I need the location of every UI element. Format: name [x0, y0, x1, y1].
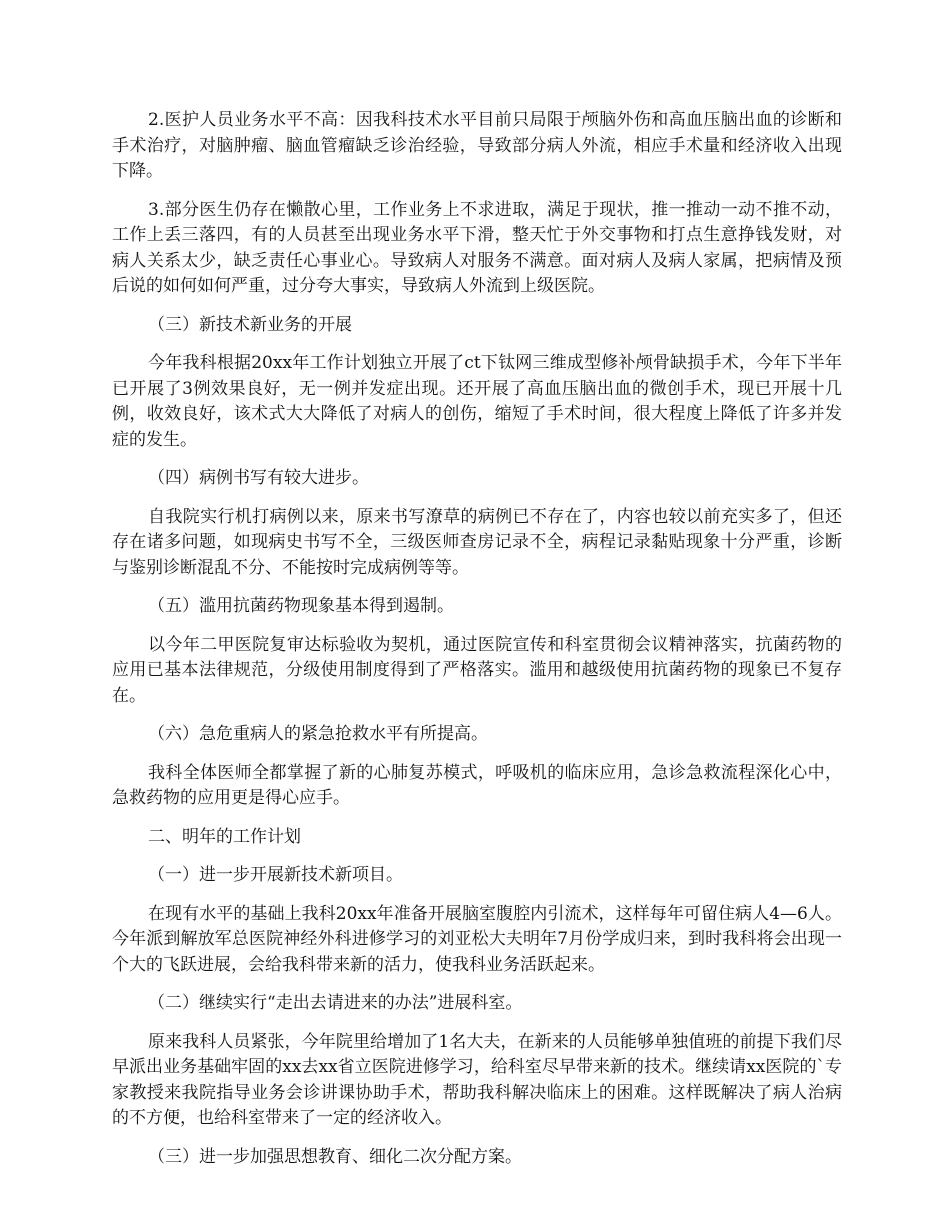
- section-heading-antibiotics: （五）滥用抗菌药物现象基本得到遏制。: [148, 596, 454, 616]
- paragraph-new-technology: 今年我科根据20xx年工作计划独立开展了ct下钛网三维成型修补颅骨缺损手术，今年下半年已开展了3例效果良好，无一例并发症出现。还开展了高血压脑出血的微创手术，现已开展十几例，收效良好，该术式大大降低了对病人的创伤，缩短了手术时间，很大程度上降低了许多并发症的发生。: [112, 353, 842, 450]
- paragraph-new-projects: 在现有水平的基础上我科20xx年准备开展脑室腹腔内引流术，这样每年可留住病人4—6人。今年派到解放军总医院神经外科进修学习的刘亚松大夫明年7月份学成归来，到时我科将会出现一个大的飞跃进展，会给我科带来新的活力，使我科业务活跃起来。: [112, 903, 842, 975]
- section-heading-new-projects: （一）进一步开展新技术新项目。: [148, 865, 403, 885]
- paragraph-staff-skill-level: 2.医护人员业务水平不高：因我科技术水平目前只局限于颅脑外伤和高血压脑出血的诊断和手术治疗，对脑肿瘤、脑血管瘤缺乏诊治经验，导致部分病人外流，相应手术量和经济收入出现下降。: [112, 110, 842, 181]
- paragraph-antibiotics: 以今年二甲医院复审达标验收为契机，通过医院宣传和科室贯彻会议精神落实，抗菌药物的应用已基本法律规范，分级使用制度得到了严格落实。滥用和越级使用抗菌药物的现象已不复存在。: [112, 634, 842, 706]
- section-heading-case-writing: （四）病例书写有较大进步。: [148, 468, 369, 488]
- section-heading-next-year-plan: 二、明年的工作计划: [148, 826, 301, 847]
- paragraph-go-out-invite-in: 原来我科人员紧张，今年院里给增加了1名大夫，在新来的人员能够单独值班的前提下我们尽早派出业务基础牢固的xx去xx省立医院进修学习，给科室尽早带来新的技术。继续请xx医院的`专家教授来我院指导业务会诊讲课协助手术，帮助我科解决临床上的困难。这样既解决了病人治病的不方便，也给科室带来了一定的经济收入。: [112, 1031, 842, 1128]
- section-heading-emergency-rescue: （六）急危重病人的紧急抢救水平有所提高。: [148, 724, 488, 744]
- paragraph-emergency-rescue: 我科全体医师全都掌握了新的心肺复苏模式，呼吸机的临床应用，急诊急救流程深化心中，急救药物的应用更是得心应手。: [112, 762, 842, 808]
- paragraph-doctor-attitude: 3.部分医生仍存在懒散心里，工作业务上不求进取，满足于现状，推一推动一动不推不动，工作上丢三落四，有的人员甚至出现业务水平下滑，整天忙于外交事物和打点生意挣钱发财，对病人关系太少，缺乏责任心事业心。导致病人对服务不满意。面对病人及病人家属，把病情及预后说的如何如何严重，过分夸大事实，导致病人外流到上级医院。: [112, 199, 842, 296]
- document-page: [112, 108, 842, 1183]
- paragraph-case-writing: 自我院实行机打病例以来，原来书写潦草的病例已不存在了，内容也较以前充实多了，但还存在诸多问题，如现病史书写不全，三级医师查房记录不全，病程记录黏贴现象十分严重，诊断与鉴别诊断混乱不分、不能按时完成病例等等。: [112, 506, 842, 578]
- section-heading-go-out-invite-in: （二）继续实行“走出去请进来的办法”进展科室。: [148, 993, 523, 1013]
- section-heading-ideological-education: （三）进一步加强思想教育、细化二次分配方案。: [148, 1146, 522, 1167]
- section-heading-new-technology: （三）新技术新业务的开展: [148, 314, 352, 335]
